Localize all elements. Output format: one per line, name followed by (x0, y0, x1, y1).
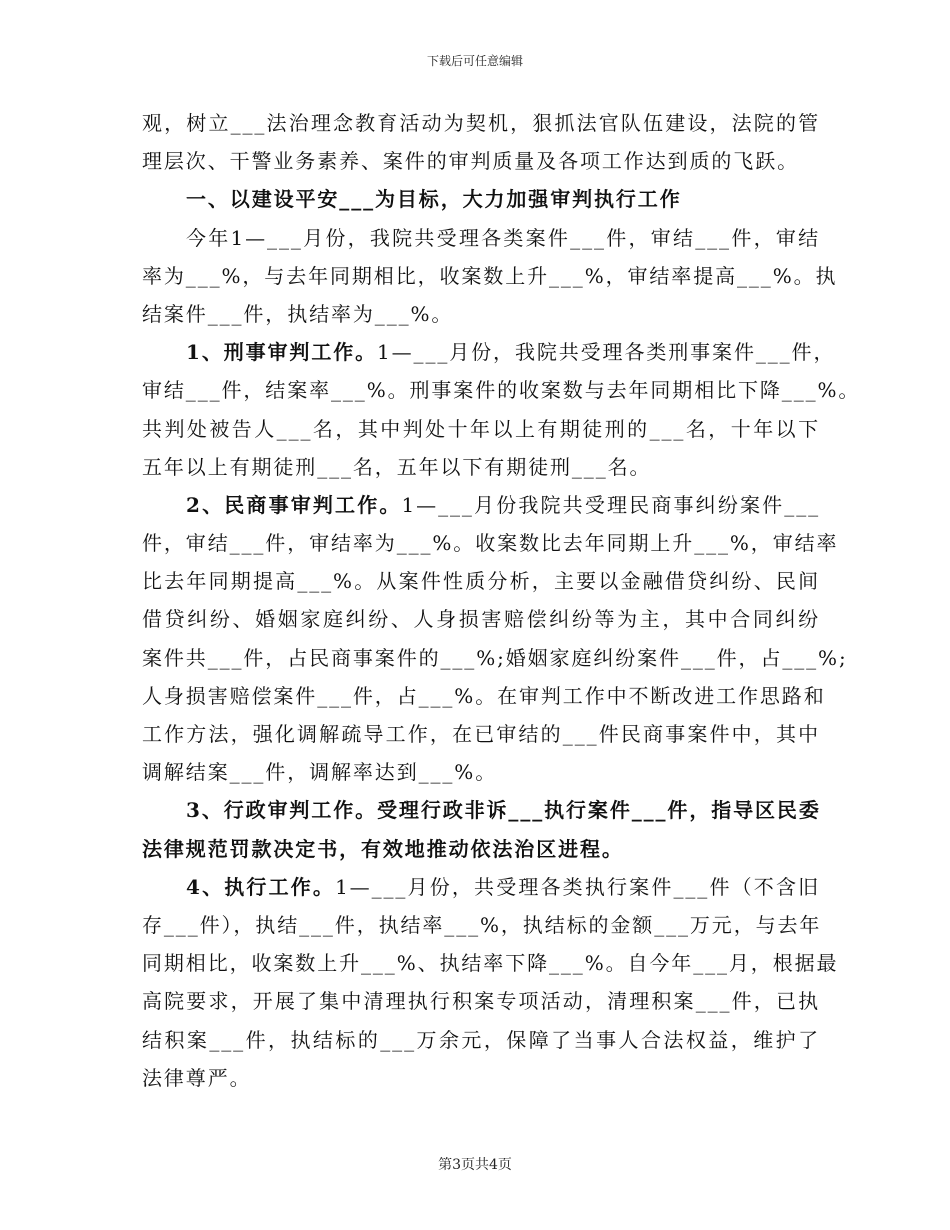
text-line: 高院要求，开展了集中清理执行积案专项活动，清理积案___件，已执 (142, 989, 820, 1014)
paragraph-criminal (142, 333, 836, 371)
paragraph-label: 4、执行工作。 (186, 874, 336, 899)
paragraph-label: 1、刑事审判工作。 (186, 340, 378, 365)
text-line: 率为___%，与去年同期相比，收案数上升___%，审结率提高___%。执 (142, 263, 838, 288)
paragraph-administrative: 3、行政审判工作。受理行政非诉___执行案件___件，指导区民委 (186, 798, 821, 823)
page-number: 第3页共4页 (438, 1157, 512, 1173)
text-line: 同期相比，收案数上升___%、执结率下降___%。自今年___月，根据最 (142, 951, 839, 976)
text-line: 法律尊严。 (142, 1065, 252, 1090)
paragraph-label: 2、民商事审判工作。 (186, 492, 402, 517)
paragraph-text: 1—___月份，我院共受理各类刑事案件___件， (377, 340, 836, 365)
paragraph-text: 1—___月份，共受理各类执行案件___件（不含旧 (335, 874, 821, 899)
text-line: 审结___件，结案率___%。刑事案件的收案数与去年同期相比下降___%。 (142, 378, 861, 403)
text-line: 借贷纠纷、婚姻家庭纠纷、人身损害赔偿纠纷等为主，其中合同纠纷 (142, 607, 820, 632)
paragraph-civil (142, 486, 820, 524)
text-line: 今年1—___月份，我院共受理各类案件___件，审结___件，审结 (186, 225, 820, 250)
text-line: 案件共___件，占民商事案件的___%;婚姻家庭纠纷案件___件，占___%; (142, 645, 848, 670)
text-line: 比去年同期提高___%。从案件性质分析，主要以金融借贷纠纷、民间 (142, 569, 820, 594)
text-line: 观，树立___法治理念教育活动为契机，狠抓法官队伍建设，法院的管 (142, 111, 820, 135)
text-line: 存___件），执结___件，执结率___%，执结标的金额___万元，与去年 (142, 912, 822, 937)
text-line: 共判处被告人___名，其中判处十年以上有期徒刑的___名，十年以下 (142, 416, 820, 441)
text-line: 件，审结___件，审结率为___%。收案数比去年同期上升___%，审结率 (142, 531, 839, 556)
text-line: 结案件___件，执结率为___%。 (142, 301, 454, 326)
text-line: 法律规范罚款决定书，有效地推动依法治区进程。 (142, 836, 624, 861)
text-line: 五年以上有期徒刑___名，五年以下有期徒刑___名。 (142, 454, 652, 479)
text-line: 调解结案___件，调解率达到___%。 (142, 760, 498, 785)
section-heading: 一、以建设平安___为目标，大力加强审判执行工作 (186, 187, 682, 212)
text-line: 理层次、干警业务素养、案件的审判质量及各项工作达到质的飞跃。 (142, 149, 799, 174)
text-line: 结积案___件，执结标的___万余元，保障了当事人合法权益，维护了 (142, 1027, 820, 1052)
text-line: 工作方法，强化调解疏导工作，在已审结的___件民商事案件中，其中 (142, 722, 820, 746)
document-body (142, 104, 861, 1097)
page-header-note: 下载后可任意编辑 (426, 54, 523, 68)
paragraph-text: 1—___月份我院共受理民商事纠纷案件___ (401, 492, 820, 517)
paragraph-enforcement (142, 868, 820, 906)
text-line: 人身损害赔偿案件___件，占___%。在审判工作中不断改进工作思路和 (142, 683, 826, 708)
